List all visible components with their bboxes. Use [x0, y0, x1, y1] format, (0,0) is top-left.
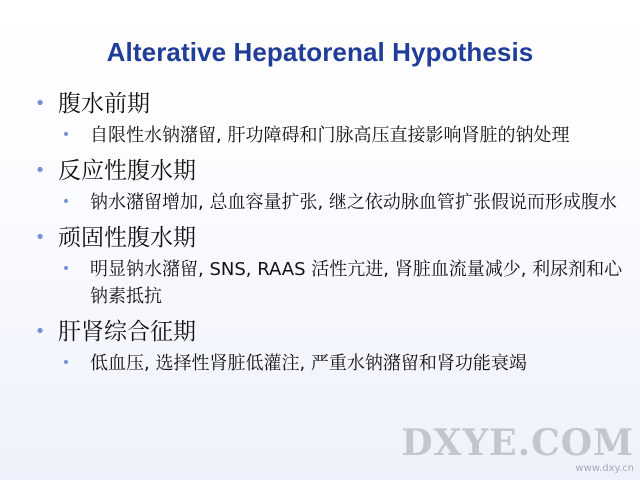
- bullet-item-3-label: 顽固性腹水期: [58, 225, 196, 251]
- bullet-item-1: [30, 88, 620, 120]
- watermark-logo: [401, 422, 634, 474]
- watermark-sub-text: www.dxy.cn: [575, 463, 634, 474]
- bullet-item-1-label: 腹水前期: [58, 91, 150, 117]
- sub-bullet-item-4-1: [30, 350, 620, 377]
- slide-content: [30, 88, 623, 383]
- slide-title: Alterative Hepatorenal Hypothesis: [106, 37, 534, 67]
- bullet-item-2-label: 反应性腹水期: [58, 158, 196, 184]
- sub-bullet-icon: •: [61, 194, 71, 210]
- bullet-icon: •: [34, 160, 46, 181]
- watermark-main-text: DXYE.COM: [401, 422, 634, 464]
- bullet-icon: •: [34, 321, 46, 342]
- sub-bullet-item-3-1-text: 明显钠水潴留, SNS, RAAS 活性亢进, 肾脏血流量减少, 利尿剂和心钠素抵抗: [90, 259, 623, 307]
- sub-bullet-item-4-1-text: 低血压, 选择性肾脏低灌注, 严重水钠潴留和肾功能衰竭: [90, 353, 527, 374]
- sub-bullet-item-2-1-text: 钠水潴留增加, 总血容量扩张, 继之依动脉血管扩张假说而形成腹水: [90, 192, 617, 213]
- sub-bullet-icon: •: [61, 261, 71, 277]
- sub-bullet-item-2-1: [30, 189, 620, 216]
- bullet-icon: •: [34, 227, 46, 248]
- bullet-item-4-label: 肝肾综合征期: [58, 319, 196, 345]
- sub-bullet-icon: •: [61, 127, 71, 143]
- bullet-icon: •: [34, 93, 46, 114]
- sub-bullet-item-1-1-text: 自限性水钠潴留, 肝功障碍和门脉高压直接影响肾脏的钠处理: [90, 125, 570, 146]
- bullet-item-2: [30, 155, 620, 187]
- sub-bullet-item-3-1: [30, 256, 623, 310]
- sub-bullet-item-1-1: [30, 122, 620, 149]
- sub-bullet-icon: •: [61, 355, 71, 371]
- bullet-item-4: [30, 316, 620, 348]
- bullet-item-3: [30, 222, 620, 254]
